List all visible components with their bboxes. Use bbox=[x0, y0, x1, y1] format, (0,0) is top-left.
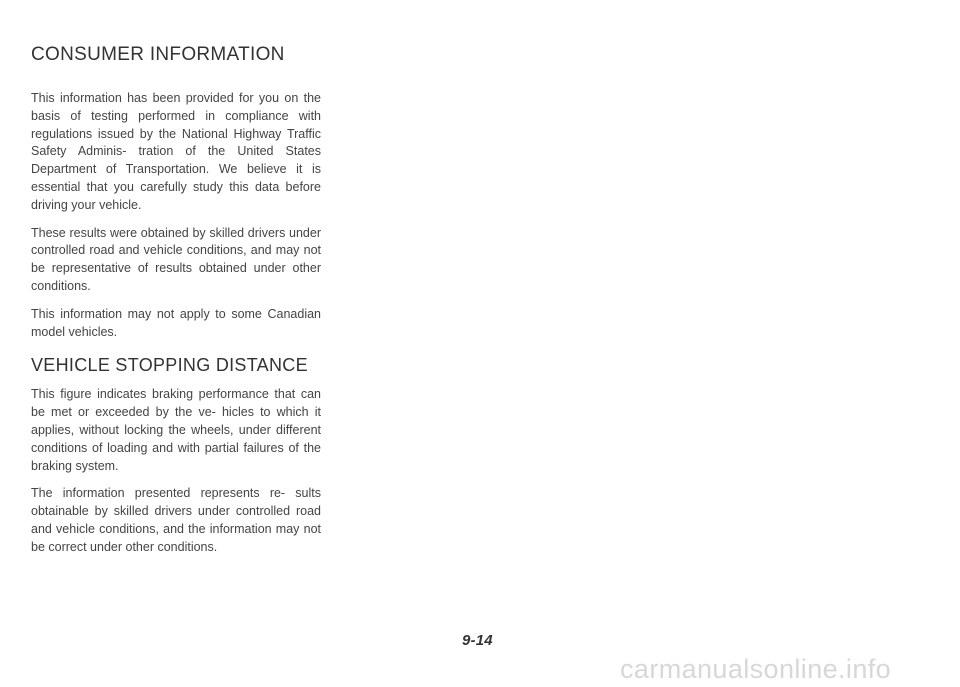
consumer-information-paragraph: These results were obtained by skilled drivers under controlled road and vehicle conditions, and may not be representative of results obtained under other conditions. bbox=[31, 225, 321, 293]
consumer-information-paragraph: This information has been provided for you on the basis of testing performed in compliance with regulations issued by the National Highway Traffic Safety Adminis- tration of the United States Department of Transportation. We believe it is essential that you carefully study this data before driving your vehicle. bbox=[31, 91, 321, 212]
text-column bbox=[31, 43, 321, 567]
watermark-text: carmanualsonline.info bbox=[620, 654, 892, 684]
consumer-information-heading: CONSUMER INFORMATION bbox=[31, 44, 285, 65]
vehicle-stopping-distance-paragraph: This figure indicates braking performance that can be met or exceeded by the ve- hicles to which it applies, without locking the wheels, under different conditions of loading and with partial failures of the braking system. bbox=[31, 387, 321, 473]
consumer-information-paragraph: This information may not apply to some Canadian model vehicles. bbox=[31, 306, 321, 339]
vehicle-stopping-distance-paragraph: The information presented represents re- sults obtainable by skilled drivers under controlled road and vehicle conditions, and the information may not be correct under other conditions. bbox=[31, 486, 321, 554]
vehicle-stopping-distance-heading: VEHICLE STOPPING DISTANCE bbox=[31, 355, 308, 376]
page-number: 9-14 bbox=[462, 632, 493, 649]
